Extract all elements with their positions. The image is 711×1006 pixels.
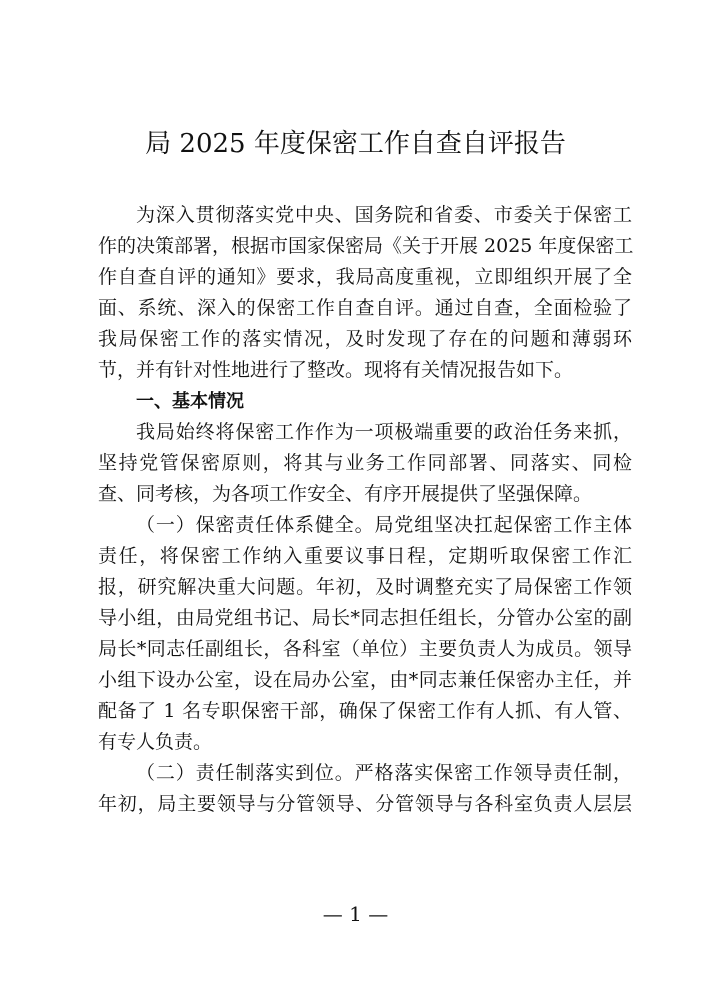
paragraph-line: 面、系统、深入的保密工作自查自评。通过自查，全面检验了: [98, 297, 632, 319]
paragraph-line: 我局保密工作的落实情况，及时发现了存在的问题和薄弱环: [98, 328, 632, 350]
paragraph-line: 查、同考核，为各项工作安全、有序开展提供了坚强保障。: [98, 483, 593, 505]
paragraph-line: 导小组，由局党组书记、局长*同志担任组长，分管办公室的副: [98, 607, 632, 629]
paragraph-line: 年初，局主要领导与分管领导、分管领导与各科室负责人层层: [98, 793, 632, 815]
paragraph-line: 报，研究解决重大问题。年初，及时调整充实了局保密工作领: [98, 576, 632, 598]
section-heading: 一、基本情况: [136, 391, 244, 412]
paragraph-line: 坚持党管保密原则，将其与业务工作同部署、同落实、同检: [98, 452, 632, 474]
paragraph-line: （一）保密责任体系健全。局党组坚决扛起保密工作主体: [136, 514, 632, 536]
paragraph-line: 有专人负责。: [98, 731, 213, 753]
paragraph-line: 责任，将保密工作纳入重要议事日程，定期听取保密工作汇: [98, 545, 632, 567]
paragraph-line: 局长*同志任副组长，各科室（单位）主要负责人为成员。领导: [98, 638, 632, 660]
paragraph-line: 作自查自评的通知》要求，我局高度重视，立即组织开展了全: [98, 266, 632, 288]
document-body: [98, 200, 632, 820]
paragraph-line: （二）责任制落实到位。严格落实保密工作领导责任制，: [136, 762, 632, 784]
paragraph-line: 配备了 1 名专职保密干部，确保了保密工作有人抓、有人管、: [98, 700, 632, 722]
document-title: 局 2025 年度保密工作自查自评报告: [145, 129, 566, 159]
page-number: — 1 —: [322, 902, 389, 926]
paragraph-line: 为深入贯彻落实党中央、国务院和省委、市委关于保密工: [136, 204, 632, 226]
paragraph-line: 我局始终将保密工作作为一项极端重要的政治任务来抓，: [136, 421, 632, 443]
paragraph-line: 作的决策部署，根据市国家保密局《关于开展 2025 年度保密工: [98, 235, 634, 257]
paragraph-line: 节，并有针对性地进行了整改。现将有关情况报告如下。: [98, 359, 574, 381]
paragraph-line: 小组下设办公室，设在局办公室，由*同志兼任保密办主任，并: [98, 669, 632, 691]
